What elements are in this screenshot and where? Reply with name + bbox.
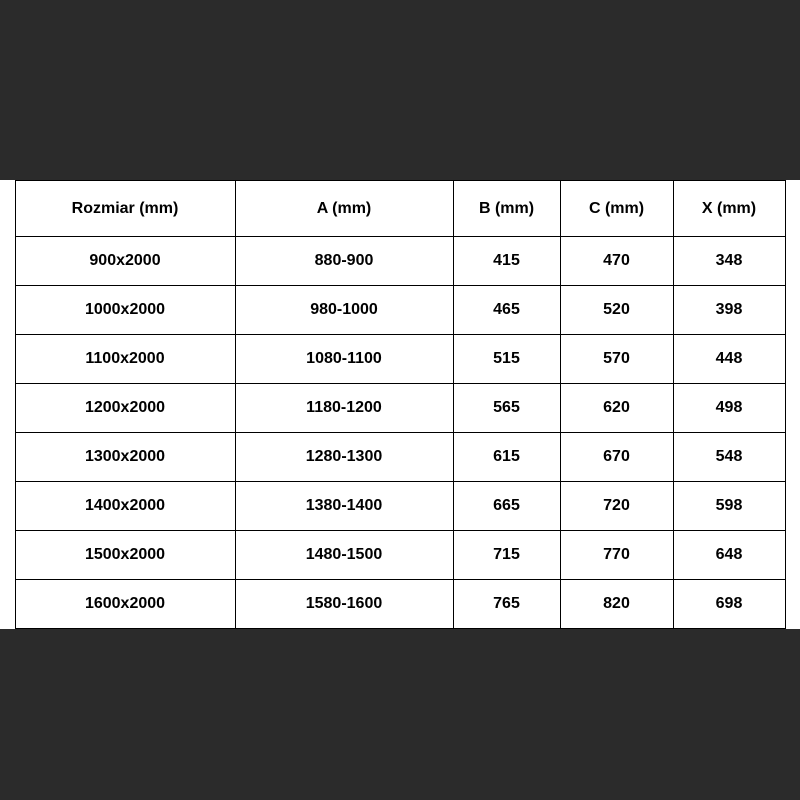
cell-x: 498 xyxy=(673,384,785,433)
column-header-b: B (mm) xyxy=(453,181,560,237)
cell-x: 698 xyxy=(673,580,785,629)
cell-c: 470 xyxy=(560,237,673,286)
cell-b: 515 xyxy=(453,335,560,384)
cell-b: 665 xyxy=(453,482,560,531)
table-row xyxy=(15,384,785,433)
cell-c: 620 xyxy=(560,384,673,433)
cell-a: 1480-1500 xyxy=(235,531,453,580)
table-row xyxy=(15,580,785,629)
column-header-a: A (mm) xyxy=(235,181,453,237)
cell-size: 900x2000 xyxy=(15,237,235,286)
cell-a: 1280-1300 xyxy=(235,433,453,482)
cell-a: 1380-1400 xyxy=(235,482,453,531)
cell-x: 398 xyxy=(673,286,785,335)
cell-c: 770 xyxy=(560,531,673,580)
cell-size: 1100x2000 xyxy=(15,335,235,384)
cell-size: 1300x2000 xyxy=(15,433,235,482)
cell-c: 820 xyxy=(560,580,673,629)
cell-a: 1580-1600 xyxy=(235,580,453,629)
cell-b: 765 xyxy=(453,580,560,629)
table-row xyxy=(15,482,785,531)
cell-x: 448 xyxy=(673,335,785,384)
table-row xyxy=(15,286,785,335)
cell-size: 1000x2000 xyxy=(15,286,235,335)
cell-b: 715 xyxy=(453,531,560,580)
cell-a: 1080-1100 xyxy=(235,335,453,384)
table-row xyxy=(15,335,785,384)
cell-c: 570 xyxy=(560,335,673,384)
cell-a: 880-900 xyxy=(235,237,453,286)
table-header xyxy=(15,181,785,237)
column-header-c: C (mm) xyxy=(560,181,673,237)
cell-x: 548 xyxy=(673,433,785,482)
size-table-container xyxy=(0,180,800,629)
table-row xyxy=(15,531,785,580)
cell-b: 415 xyxy=(453,237,560,286)
cell-a: 1180-1200 xyxy=(235,384,453,433)
cell-b: 465 xyxy=(453,286,560,335)
column-header-rozmiar: Rozmiar (mm) xyxy=(15,181,235,237)
cell-size: 1600x2000 xyxy=(15,580,235,629)
cell-x: 598 xyxy=(673,482,785,531)
table-body xyxy=(15,237,785,629)
cell-size: 1400x2000 xyxy=(15,482,235,531)
cell-c: 720 xyxy=(560,482,673,531)
cell-c: 520 xyxy=(560,286,673,335)
table-header-row xyxy=(15,181,785,237)
column-header-x: X (mm) xyxy=(673,181,785,237)
table-row xyxy=(15,237,785,286)
size-table xyxy=(15,180,786,629)
cell-x: 348 xyxy=(673,237,785,286)
cell-size: 1500x2000 xyxy=(15,531,235,580)
cell-c: 670 xyxy=(560,433,673,482)
cell-b: 615 xyxy=(453,433,560,482)
cell-a: 980-1000 xyxy=(235,286,453,335)
cell-x: 648 xyxy=(673,531,785,580)
table-row xyxy=(15,433,785,482)
cell-size: 1200x2000 xyxy=(15,384,235,433)
cell-b: 565 xyxy=(453,384,560,433)
